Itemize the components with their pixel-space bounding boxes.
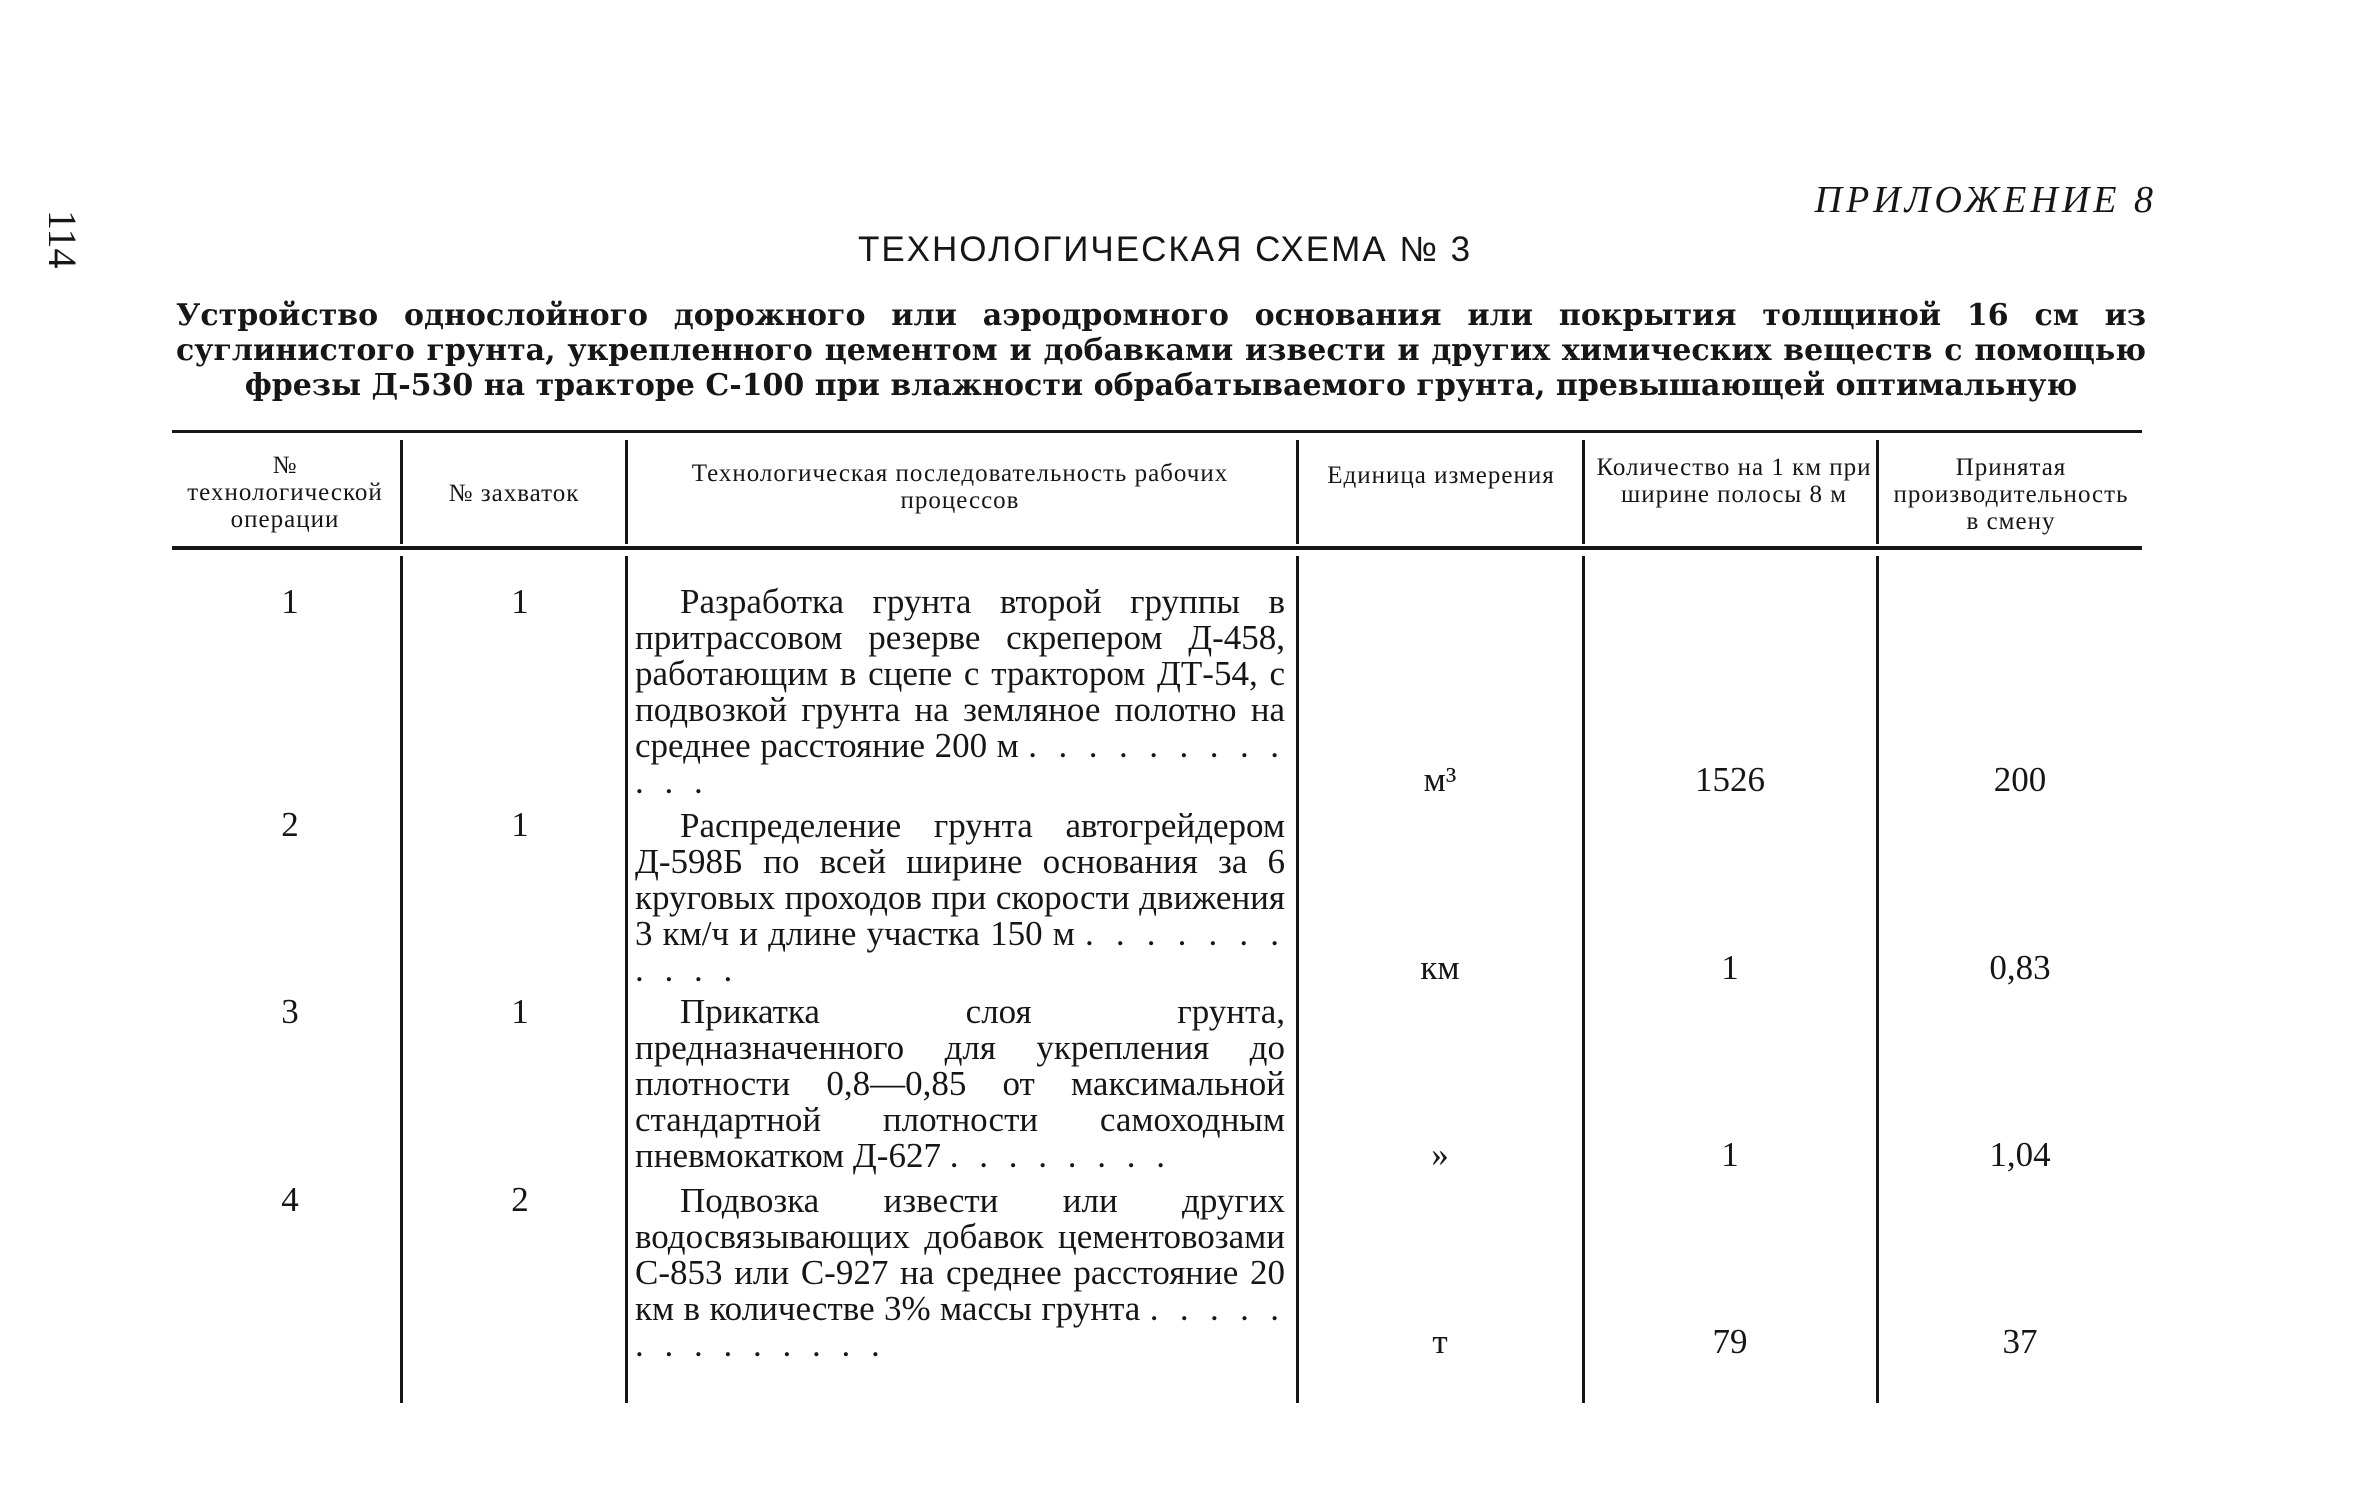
- row-grips-no: 1: [511, 992, 529, 1031]
- appendix-label: ПРИЛОЖЕНИЕ 8: [1814, 179, 2157, 221]
- column-separator: [1876, 556, 1879, 1403]
- header-separator: [1296, 440, 1299, 544]
- header-operation-no: № технологической операции: [187, 452, 383, 533]
- header-separator: [625, 440, 628, 544]
- column-separator: [1296, 556, 1299, 1403]
- page-number: 114: [40, 210, 85, 269]
- row-description: Распределение грунта автогрейдером Д-598Б по всей ширине основания за 6 круговых проходов при скорости движения 3 км/ч и длине участка 150 м . . . . . . . . . . .: [635, 806, 1286, 989]
- row-unit: км: [1420, 948, 1460, 987]
- row-unit: т: [1432, 1322, 1448, 1361]
- header-unit: Единица измерения: [1327, 462, 1555, 489]
- row-grips-no: 1: [511, 805, 529, 844]
- table-top-rule: [172, 430, 2142, 433]
- row-operation-no: 3: [281, 992, 299, 1031]
- row-productivity: 0,83: [1989, 948, 2051, 987]
- header-grips-no: № захваток: [448, 480, 580, 507]
- row-operation-no: 1: [281, 582, 299, 621]
- row-unit: м³: [1423, 760, 1457, 799]
- row-description: Прикатка слоя грунта, предназначенного для укрепления до плотности 0,8—0,85 от максимальной стандартной плотности самоходным пневмокатком Д-627 . . . . . . . .: [635, 992, 1285, 1175]
- row-description: Разработка грунта второй группы в притрассовом резерве скрепером Д-458, работающим в сцепе с трактором ДТ-54, с подвозкой грунта на земляное полотно на среднее расстояние 200 м . . . . . . . . . . . .: [635, 582, 1286, 801]
- row-unit: »: [1431, 1135, 1449, 1174]
- row-description: Подвозка извести или других водосвязывающих добавок цементовозами С-853 или С-927 на среднее расстояние 20 км в количестве 3% массы грунта . . . . . . . . . . . . . .: [635, 1181, 1286, 1364]
- header-sequence: Технологическая последовательность рабочих процессов: [691, 460, 1229, 514]
- column-separator: [1582, 556, 1585, 1403]
- row-quantity: 1: [1721, 948, 1739, 987]
- row-productivity: 200: [1993, 760, 2047, 799]
- row-productivity: 1,04: [1989, 1135, 2051, 1174]
- column-separator: [400, 556, 403, 1403]
- row-productivity: 37: [2002, 1322, 2038, 1361]
- row-grips-no: 1: [511, 582, 529, 621]
- row-quantity: 79: [1712, 1322, 1748, 1361]
- header-productivity: Принятая производительность в смену: [1893, 454, 2129, 535]
- header-separator: [400, 440, 403, 544]
- column-separator: [625, 556, 628, 1403]
- row-operation-no: 2: [281, 805, 299, 844]
- scheme-title: ТЕХНОЛОГИЧЕСКАЯ СХЕМА № 3: [857, 230, 1473, 269]
- row-operation-no: 4: [281, 1180, 299, 1219]
- row-quantity: 1526: [1695, 760, 1765, 799]
- row-quantity: 1: [1721, 1135, 1739, 1174]
- subtitle: Устройство однослойного дорожного или аэродромного основания или покрытия толщиной 16 см из суглинистого грунта, укрепленного цементом и добавками извести и других химических веществ с помощью фрезы Д-530 на тракторе С-100 при влажности обрабатываемого грунта, превышающей оптимальную: [176, 298, 2146, 403]
- row-grips-no: 2: [511, 1180, 529, 1219]
- header-separator: [1876, 440, 1879, 544]
- header-separator: [1582, 440, 1585, 544]
- table-header-rule: [172, 546, 2142, 550]
- header-quantity: Количество на 1 км при ширине полосы 8 м: [1596, 454, 1872, 508]
